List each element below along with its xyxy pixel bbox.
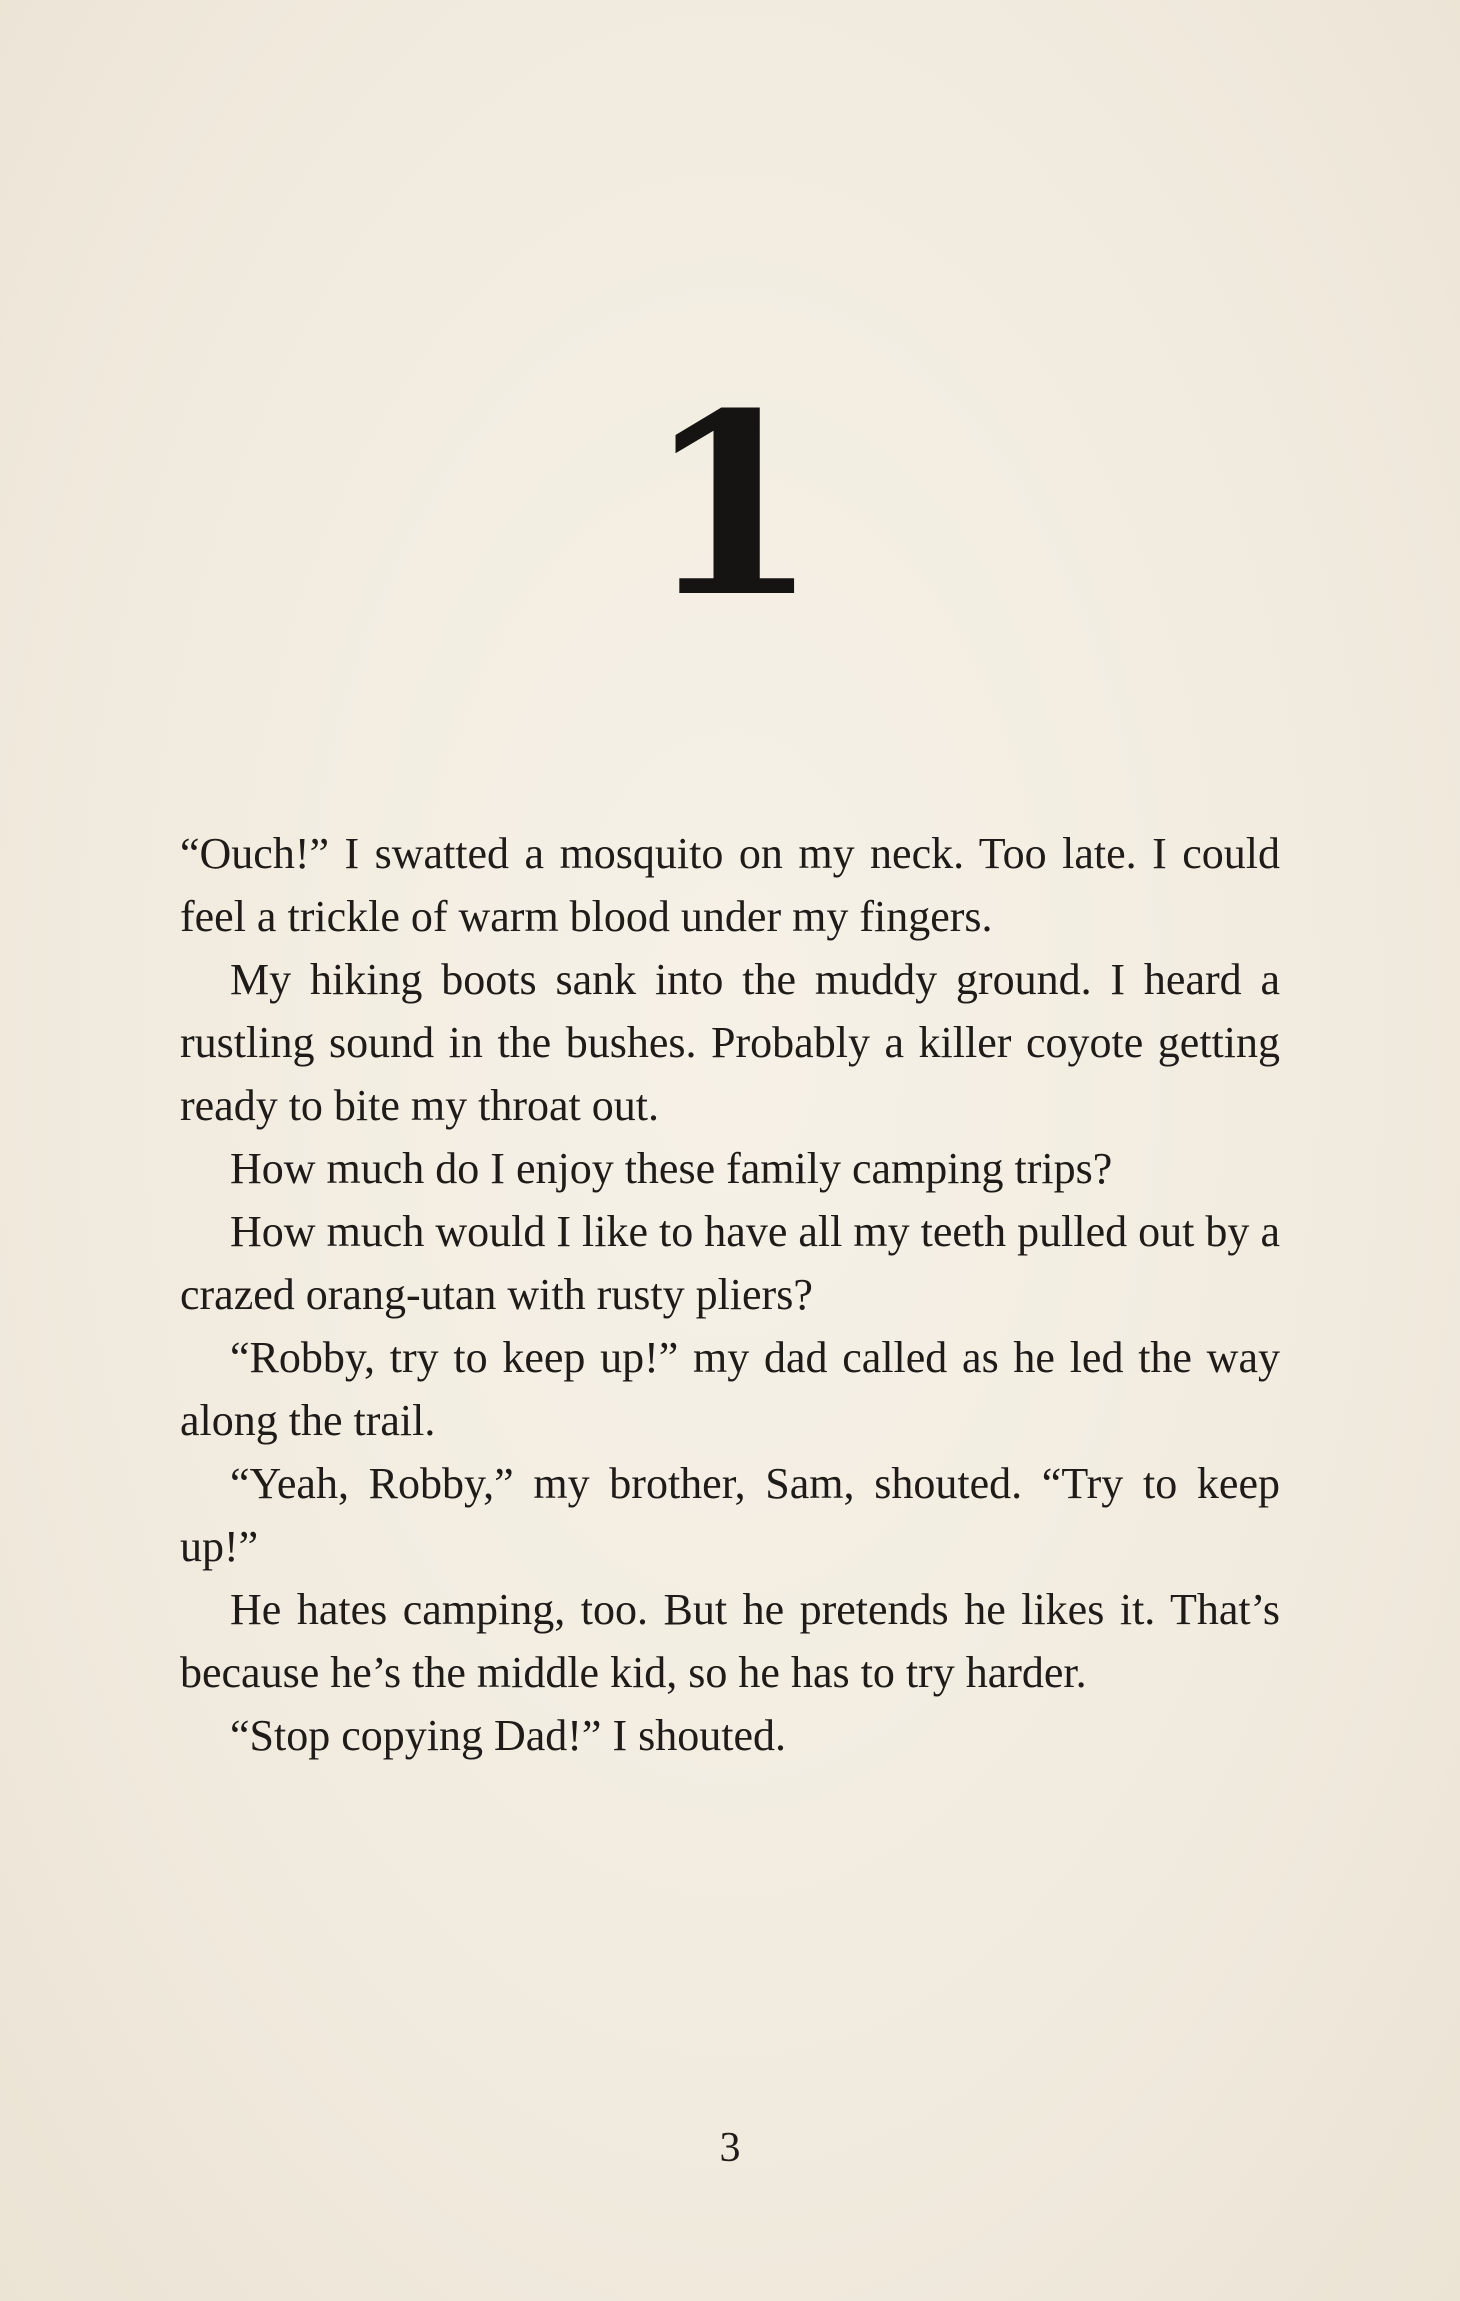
paragraph: My hiking boots sank into the muddy ground. I heard a rustling sound in the bushes. Probably a killer coyote getting ready to bite my throat out.: [180, 955, 1280, 1130]
body-text: [180, 822, 1280, 1767]
paragraph: He hates camping, too. But he pretends he likes it. That’s because he’s the middle kid, so he has to try harder.: [180, 1585, 1280, 1697]
paragraph: “Stop copying Dad!” I shouted.: [230, 1711, 786, 1760]
paragraph: How much would I like to have all my teeth pulled out by a crazed orang-utan with rusty pliers?: [180, 1207, 1280, 1319]
paragraph: “Yeah, Robby,” my brother, Sam, shouted. “Try to keep up!”: [180, 1459, 1280, 1571]
paragraph: “Ouch!” I swatted a mosquito on my neck. Too late. I could feel a trickle of warm blood under my fingers.: [180, 829, 1280, 941]
paragraph: How much do I enjoy these family camping trips?: [230, 1144, 1113, 1193]
chapter-number: 1: [645, 358, 815, 652]
page-number: 3: [719, 2125, 741, 2171]
paragraph: “Robby, try to keep up!” my dad called as he led the way along the trail.: [180, 1333, 1280, 1445]
